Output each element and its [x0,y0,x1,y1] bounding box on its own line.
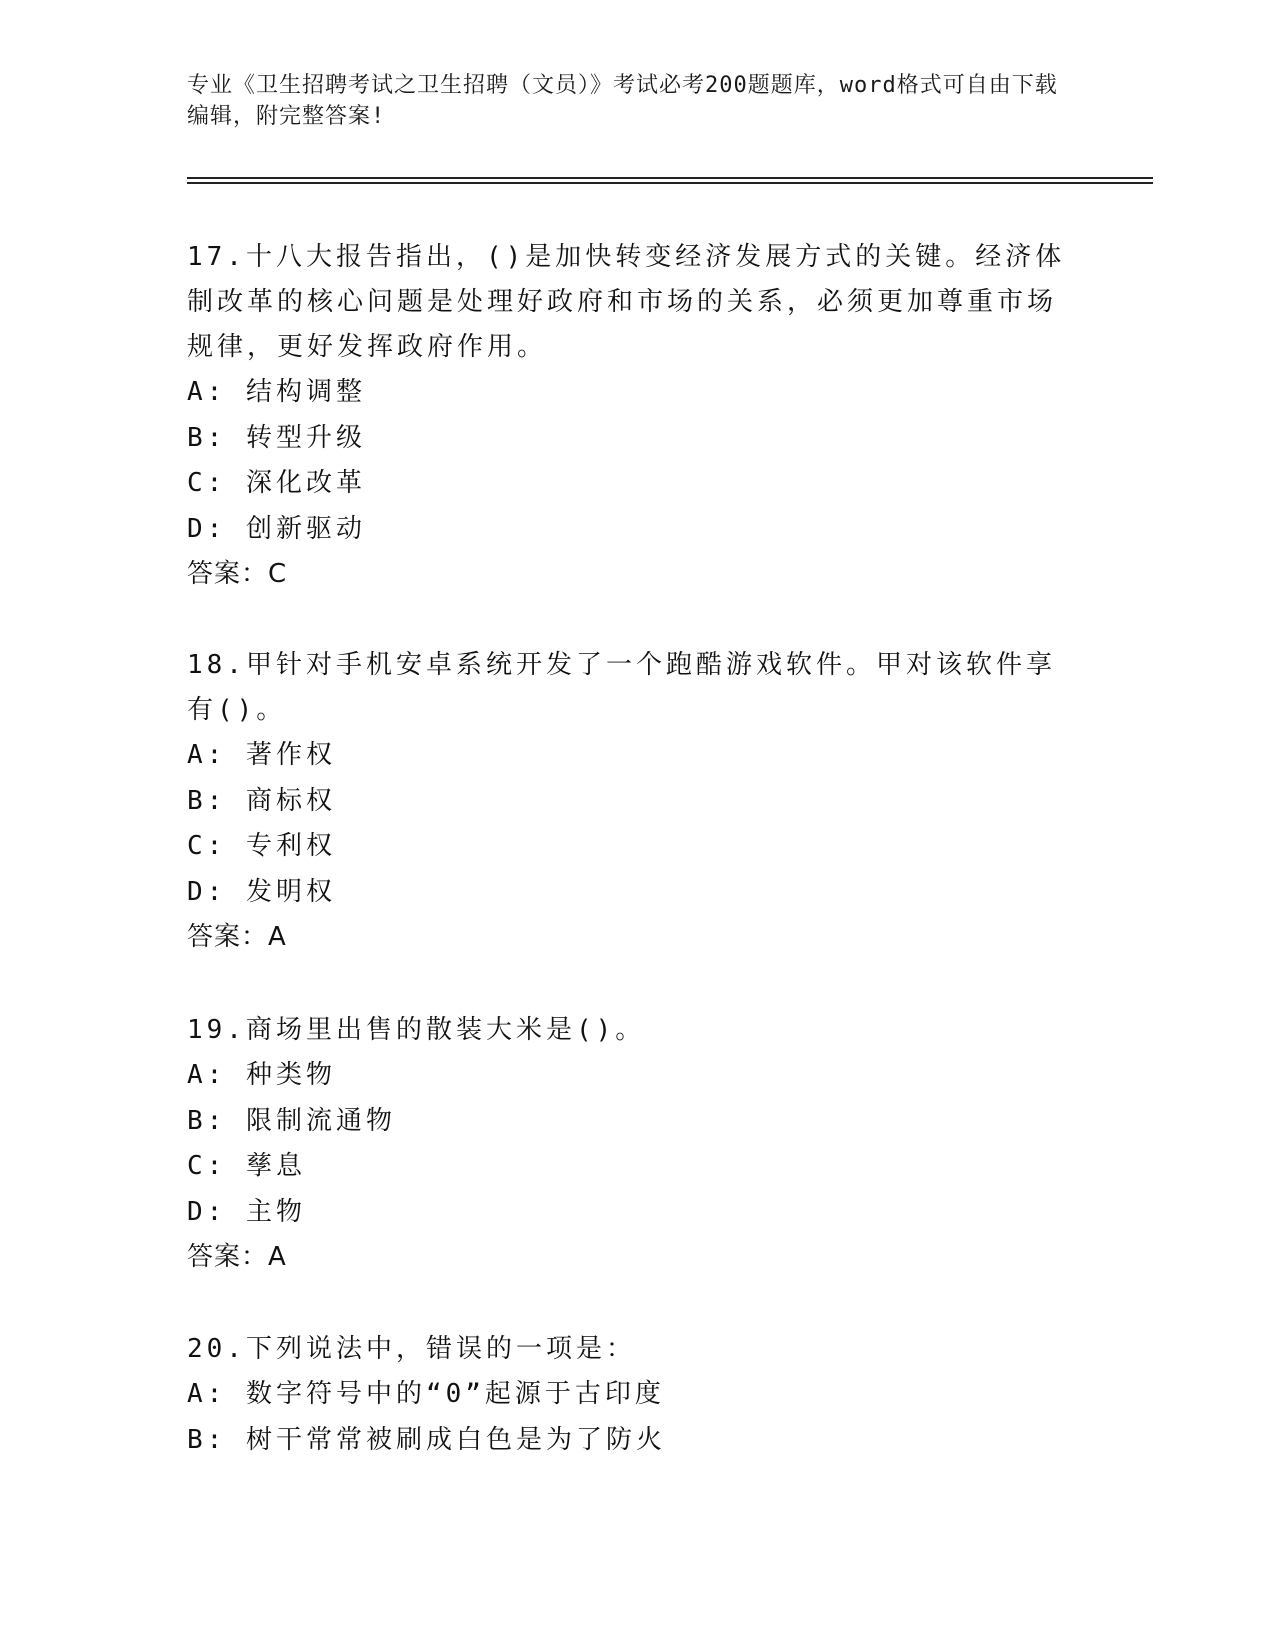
header-divider-top [187,177,1153,179]
option-c: C: 孳息 [187,1151,306,1181]
question-stem: 20.下列说法中，错误的一项是： [187,1334,636,1364]
option-a: A: 结构调整 [187,377,366,407]
document-header: 专业《卫生招聘考试之卫生招聘（文员）》考试必考200题题库，word格式可自由下载编辑，附完整答案! [187,73,1058,129]
option-c: C: 专利权 [187,831,336,861]
option-b: B: 树干常常被刷成白色是为了防火 [187,1424,666,1455]
question-stem: 17.十八大报告指出，()是加快转变经济发展方式的关键。经济体制改革的核心问题是处理好政府和市场的关系，必须更加尊重市场规律，更好发挥政府作用。 [187,242,1066,362]
option-a: A: 数字符号中的“0”起源于古印度 [187,1379,665,1409]
option-b: B: 限制流通物 [187,1105,396,1136]
question-17 [187,235,1077,598]
option-a: A: 著作权 [187,740,336,770]
answer: 答案：C [187,559,288,589]
answer: 答案：A [187,1242,287,1272]
question-stem: 18.甲针对手机安卓系统开发了一个跑酷游戏软件。甲对该软件享有()。 [187,650,1056,725]
answer: 答案：A [187,922,287,952]
question-20 [187,1327,1077,1463]
option-d: D: 主物 [187,1196,306,1227]
question-18 [187,643,1077,961]
header-divider-bottom [187,182,1153,184]
option-c: C: 深化改革 [187,468,366,498]
question-stem: 19.商场里出售的散装大米是()。 [187,1015,646,1045]
option-d: D: 创新驱动 [187,513,366,544]
option-b: B: 商标权 [187,785,336,816]
question-19 [187,1008,1077,1281]
option-d: D: 发明权 [187,876,336,907]
option-b: B: 转型升级 [187,422,366,453]
option-a: A: 种类物 [187,1060,336,1090]
